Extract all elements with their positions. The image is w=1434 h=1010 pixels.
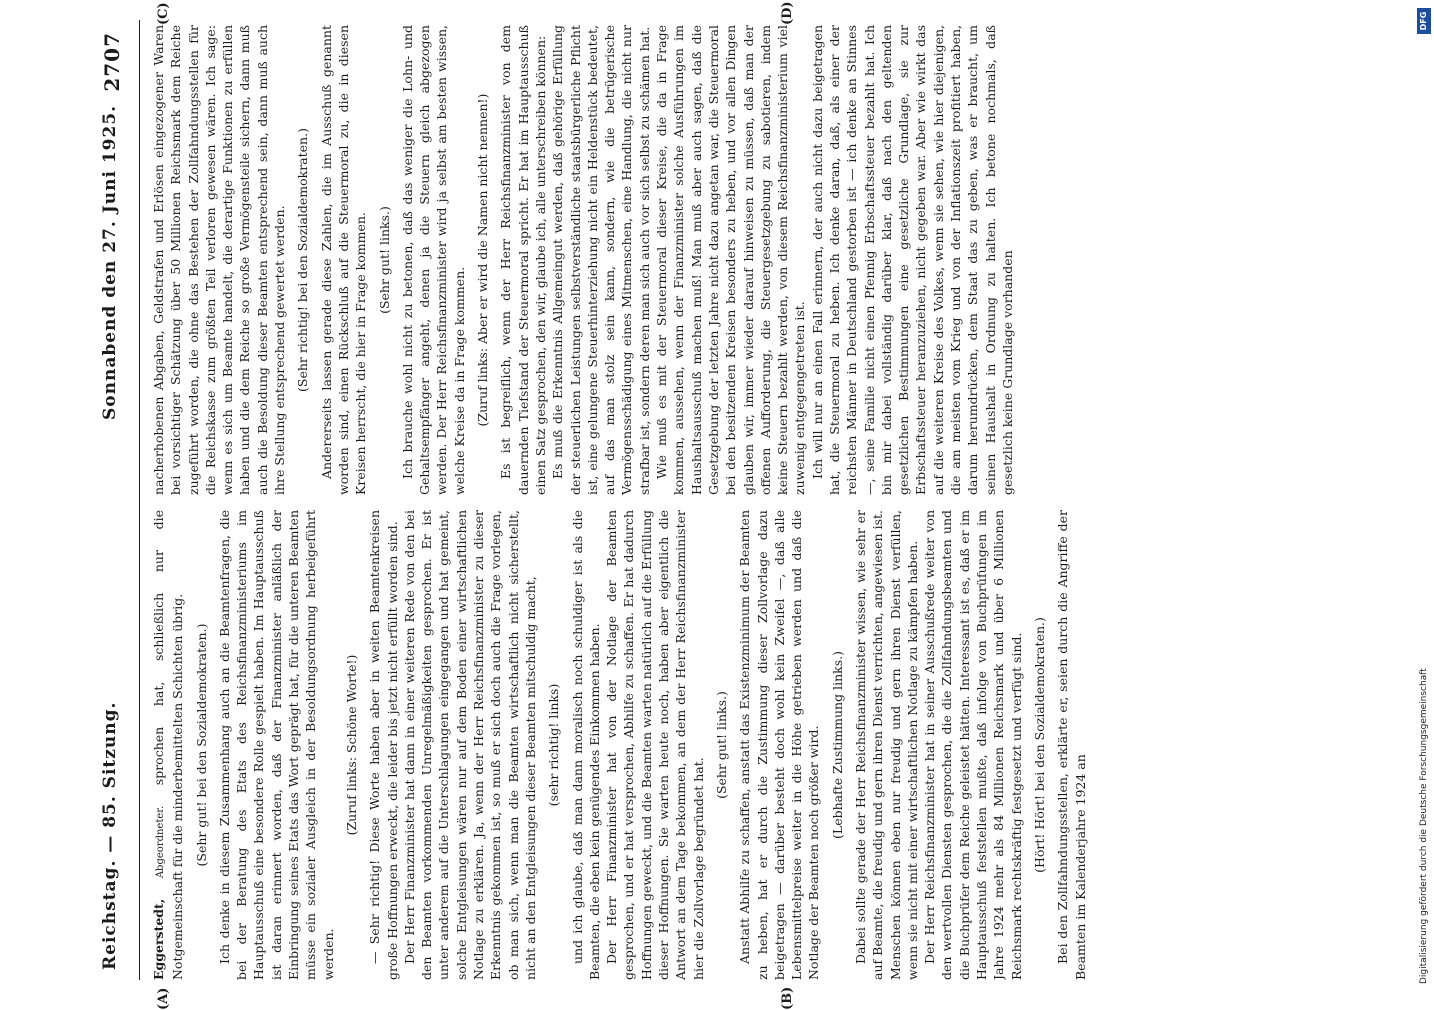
interjection: (Hört! Hört! bei den Sozialdemokraten.) [1031,617,1047,873]
paragraph: Andererseits lassen gerade diese Zahlen, die im Ausschuß genannt worden sind, einen Rückschluß auf die Steuermoral zu, die in diesen Kreisen herrscht, die hier in Frage kommen. [318,25,369,495]
speaker-name: Eggerstedt, [151,898,166,980]
page-number: 2707 [100,32,124,92]
digitization-sidebar [1416,8,1432,988]
paragraph: nacherhobenen Abgaben, Geldstrafen und Erlösen eingezogener Waren bei vorsichtiger Schätzung über 50 Millionen Reichsmark dem Reiche zugeführt worden, die ohne das Bestehen der Zollfahndungsstellen für die Reichskasse zum größten Teil verloren gewesen wären. Ich sage: wenn es sich um Beamte handelt, die derartige Funktionen zu erfüllen haben und die dem Reiche so große Vermögensteile sichern, dann muß auch die Besoldung dieser Beamten entsprechend sein, dann muß auch ihre Stellung entsprechend gewertet werden. [151,25,288,495]
paragraph: Der Herr Finanzminister hat dann in einer weiteren Rede von den bei den Beamten vorkommenden Unregelmäßigkeiten gesprochen. Er ist unter anderem auf die Unterschlagungen eingegangen und hat gemeint, solche Entgleisungen wären nur auf dem Boden einer wirtschaftlichen Notlage zu erklären. Ja, wenn der Herr Reichsfinanzminister zu dieser Erkenntnis gekommen ist, so muß er sich doch auch die Frage vorlegen, ob man sich, wenn man die Beamten wirtschaftlich nicht sicherstellt, nicht an den Entgleisungen dieser Beamten mitschuldig macht, [401,510,538,980]
margin-marker-d: (D) [780,1,795,25]
interjection: (Sehr gut! links.) [713,691,729,799]
speaker-paragraph [150,510,187,980]
paragraph: Wie muß es mit der Steuermoral dieser Kreise, die da in Frage kommen, aussehen, wenn der Finanzminister solche Ausführungen im Haushaltsausschuß machen muß! Man muß aber auch sagen, daß die Gesetzgebung der letzten Jahre nicht dazu angetan war, die Steuermoral bei den besitzenden Kreisen besonders zu heben, und vor allen Dingen glauben wir, immer wieder darauf hinweisen zu müssen, daß man der offenen Aufforderung, die Steuergesetzgebung zu sabotieren, indem keine Steuern bezahlt werden, von diesem Reichsfinanzministerium viel zuwenig entgegengetreten ist. [654,25,808,495]
dfg-logo: DFG [1417,8,1431,34]
interjection: (Zuruf links: Schöne Worte!) [343,654,359,836]
paragraph: — Sehr richtig! Diese Worte haben aber in weiten Beamtenkreisen große Hoffnungen erweckt, die leider bis jetzt nicht erfüllt worden sind. [367,510,400,980]
interjection: (Zuruf links: Aber er wird die Namen nicht nennen!) [475,93,491,427]
paragraph: Dabei sollte gerade der Herr Reichsfinanzminister wissen, wie sehr er auf Beamte, die freudig und gern ihren Dienst verrichten, angewiesen ist. Menschen können eben nur freudig und gern ihren Dienst verfüllen, wenn sie nicht mit einer wirtschaftlichen Notlage zu kämpfen haben. [852,510,920,980]
digitization-credit: Digitalisierung gefördert durch die Deutsche Forschungsgemeinschaft [1419,668,1429,984]
paragraph: Es muß die Erkenntnis Allgemeingut werden, daß gehörige Erfüllung der steuerlichen Leistungen selbstverständliche staatsbürgerliche Pflicht ist, eine gelungene Steuerhinterziehung nicht ein Heldenstück bedeutet, auf das man stolz sein kann, sondern, wie die betrügerische Vermögensschädigung eines Mitmenschen, eine Handlung, die nicht nur strafbar ist, sondern deren man sich auch vor sich selbst zu schämen hat. [550,25,652,495]
paragraph: Anstatt Abhilfe zu schaffen, anstatt das Existenzminimum der Beamten zu heben, hat er durch die Zustimmung dieser Zollvorlage dazu beigetragen — darüber besteht doch wohl kein Zweifel —, daß alle Lebensmittelpreise weiter in die Höhe getrieben werden und daß die Notlage der Beamten noch größer wird. [737,510,822,980]
paragraph: Ich will nur an einen Fall erinnern, der auch nicht dazu beigetragen hat, die Steuermoral zu heben. Ich denke daran, daß, als einer der reichsten Männer in Deutschland gestorben ist — ich denke an Stinnes —, seine Familie nicht einen Pfennig Erbschaftssteuer bezahlt hat. Ich bin mir dabei vollständig darüber klar, daß nach den geltenden gesetzlichen Bestimmungen eine gesetzliche Grundlage, sie zur Erbschaftssteuer heranzuziehen, nicht gegeben war. Aber wie wirkt das auf die weiteren Kreise des Volkes, wenn sie sehen, wie hier diejenigen, die am meisten vom Krieg und von der Inflationszeit profitiert haben, darum herumdrücken, dem Staat das zu geben, was er braucht, um seinen Haushalt in Ordnung zu halten. Ich betone nochmals, daß gesetzlich keine Grundlage vorhanden [809,25,1015,495]
interjection: (Sehr gut! links.) [376,206,392,314]
page-header [80,20,140,980]
left-column [150,510,1400,980]
interjection: (Lebhafte Zustimmung links.) [829,651,845,839]
margin-marker-b: (B) [780,986,795,1010]
interjection: (Sehr richtig! bei den Sozialdemokraten.) [295,128,311,392]
paragraph: Ich denke in diesem Zusammenhang auch an die Beamtenfragen, die bei der Beratung des Etats des Reichsfinanzministeriums im Hauptausschuß eine besondere Rolle gespielt haben. Im Hauptausschuß ist daran erinnert worden, daß der Finanzminister anläßlich der Einbringung seines Etats das Wort geprägt hat, für die unteren Beamten müsse ein sozialer Ausgleich in der Besoldungsordnung herbeigeführt werden. [216,510,336,980]
header-title: Reichstag. — 85. Sitzung. [100,701,120,970]
right-column [150,25,1400,495]
paragraph: Es ist begreiflich, wenn der Herr Reichsfinanzminister von dem dauernden Tiefstand der Steuermoral spricht. Er hat im Hauptausschuß einen Satz gesprochen, den wir, glaube ich, alle unterschreiben können: [498,25,548,495]
paragraph: und ich glaube, daß man dann moralisch noch schuldiger ist als die Beamten, die eben kein genügendes Einkommen haben. [569,510,602,980]
speaker-role: Abgeordneter. [155,805,166,879]
interjection: (sehr richtig! links) [546,683,562,807]
paragraph: Der Herr Reichsfinanzminister hat in seiner Ausschußrede weiter von den wertvollen Diensten gesprochen, die die Zollfahndungsbeamten und die Buchprüfer dem Reiche geleistet hätten. Interessant ist es, daß er im Hauptausschuß feststellen mußte, daß infolge von Buchprüfungen im Jahre 1924 mehr als 84 Millionen Reichsmark und über 6 Millionen Reichsmark rechtskräftig festgesetzt und verfügt sind. [922,510,1024,980]
margin-marker-a: (A) [156,987,171,1010]
interjection: (Sehr gut! bei den Sozialdemokraten.) [193,623,209,867]
paragraph: Ich brauche wohl nicht zu betonen, daß das weniger die Lohn- und Gehaltsempfänger angeht, denen ja die Steuern gleich abgezogen werden. Der Herr Reichsfinanzminister wird ja selbst am besten wissen, welche Kreise da in Frage kommen. [399,25,467,495]
paragraph: Der Herr Finanzminister hat von der Notlage der Beamten gesprochen, und er hat versprochen, Abhilfe zu schaffen. Er hat dadurch Hoffnungen geweckt, und die Beamten warten natürlich auf die Erfüllung dieser Hoffnungen. Sie warten heute noch, haben aber eigentlich die Antwort an dem Tage bekommen, an dem der Herr Reichsfinanzminister hier die Zollvorlage begründet hat. [604,510,706,980]
document-page [80,1,1420,1010]
margin-marker-c: (C) [156,2,171,25]
paragraph-text: sprochen hat, schließlich nur die Notgemeinschaft für die minderbemittelten Schichten übrig. [151,510,186,980]
paragraph: Bei den Zollfahndungsstellen, erklärte er, seien durch die Angriffe der Beamten im Kalenderjahre 1924 an [1055,510,1088,980]
header-date: Sonnabend den 27. Juni 1925. [100,104,120,420]
